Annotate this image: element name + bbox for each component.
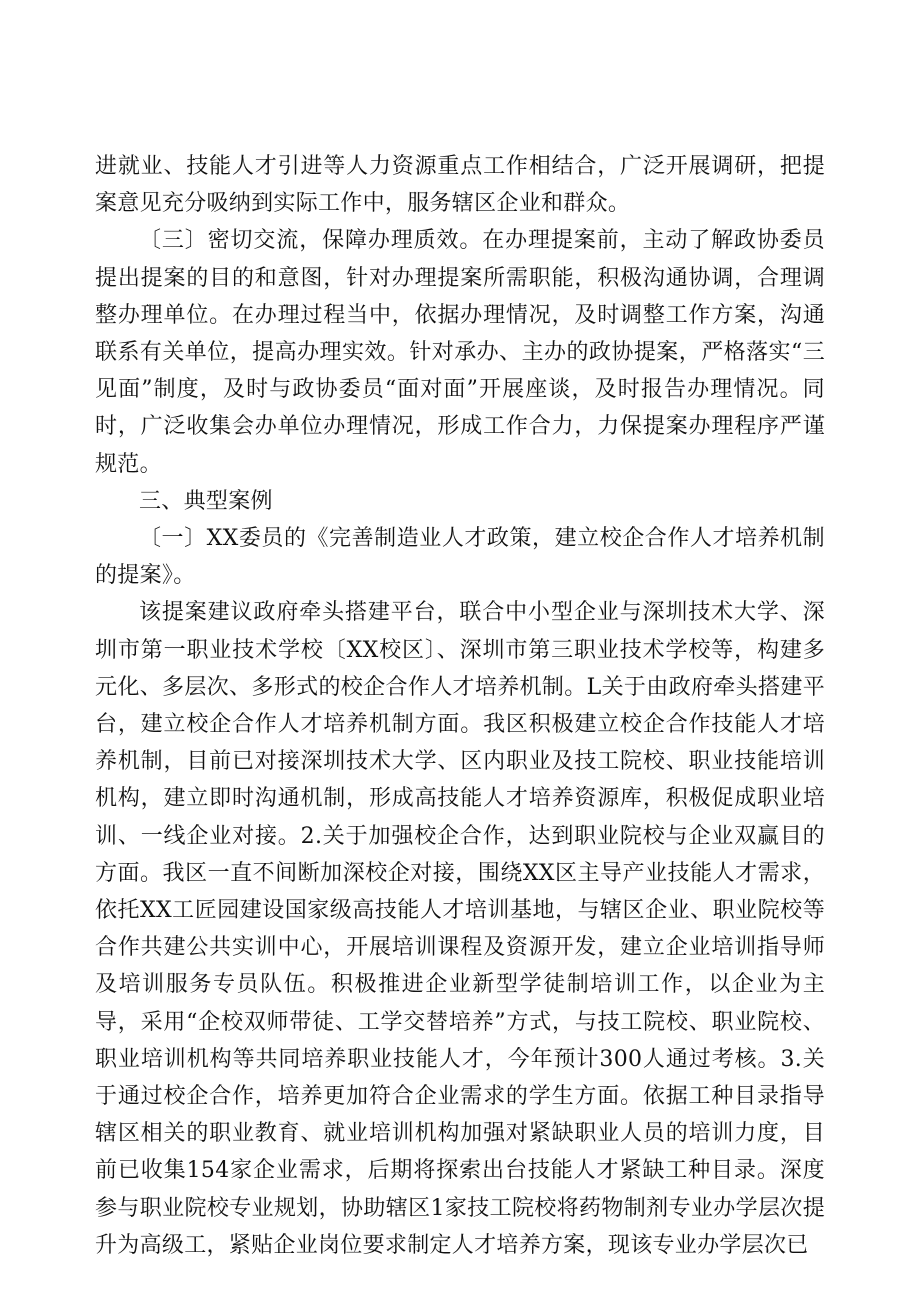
case-1-title: 〔一〕XX委员的《完善制造业人才政策，建立校企合作人才培养机制的提案》。 <box>95 526 825 589</box>
paragraph-continuation: 进就业、技能人才引进等人力资源重点工作相结合，广泛开展调研，把提案意见充分吸纳到实际工作中，服务辖区企业和群众。 <box>95 154 825 217</box>
document-body <box>95 148 825 1264</box>
paragraph-section-3: 〔三〕密切交流，保障办理质效。在办理提案前，主动了解政协委员提出提案的目的和意图，针对办理提案所需职能，积极沟通协调，合理调整办理单位。在办理过程当中，依据办理情况，及时调整工作方案，沟通联系有关单位，提高办理实效。针对承办、主办的政协提案，严格落实“三见面”制度，及时与政协委员“面对面”开展座谈，及时报告办理情况。同时，广泛收集会办单位办理情况，形成工作合力，力保提案办理程序严谨规范。 <box>95 228 825 477</box>
section-heading-typical-cases: 三、典型案例 <box>139 488 273 514</box>
case-1-body: 该提案建议政府牵头搭建平台，联合中小型企业与深圳技术大学、深圳市第一职业技术学校〔XX校区〕、深圳市第三职业技术学校等，构建多元化、多层次、多形式的校企合作人才培养机制。L关于由政府牵头搭建平台，建立校企合作人才培养机制方面。我区积极建立校企合作技能人才培养机制，目前已对接深圳技术大学、区内职业及技工院校、职业技能培训机构，建立即时沟通机制，形成高技能人才培养资源库，积极促成职业培训、一线企业对接。2.关于加强校企合作，达到职业院校与企业双赢目的方面。我区一直不间断加深校企对接，围绕XX区主导产业技能人才需求，依托XX工匠园建设国家级高技能人才培训基地，与辖区企业、职业院校等合作共建公共实训中心，开展培训课程及资源开发，建立企业培训指导师及培训服务专员队伍。积极推进企业新型学徒制培训工作，以企业为主导，采用“企校双师带徒、工学交替培养”方式，与技工院校、职业院校、职业培训机构等共同培养职业技能人才，今年预计300人通过考核。3.关于通过校企合作，培养更加符合企业需求的学生方面。依据工种目录指导辖区相关的职业教育、就业培训机构加强对紧缺职业人员的培训力度，目前已收集154家企业需求，后期将探索出台技能人才紧缺工种目录。深度参与职业院校专业规划，协助辖区1家技工院校将药物制剂专业办学层次提升为高级工，紧贴企业岗位要求制定人才培养方案，现该专业办学层次已 <box>95 600 825 1258</box>
